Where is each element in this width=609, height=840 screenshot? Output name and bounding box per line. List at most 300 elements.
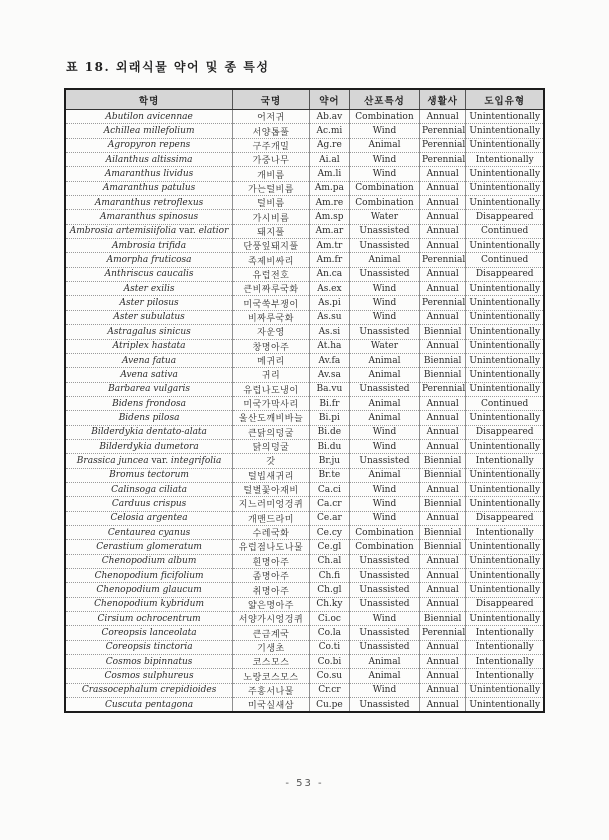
- table-row: [65, 454, 544, 468]
- table-row: [65, 640, 544, 654]
- cell-korean-name: 유럽전호: [233, 267, 310, 281]
- table-row: [65, 153, 544, 167]
- cell-intro-type: Unintentionally: [466, 612, 544, 626]
- cell-korean-name: 노랑코스모스: [233, 669, 310, 683]
- cell-dispersal: Wind: [350, 612, 420, 626]
- cell-life-history: Annual: [419, 239, 465, 253]
- cell-life-history: Annual: [419, 196, 465, 210]
- table-row: [65, 267, 544, 281]
- cell-scientific-name: Calinsoga ciliata: [65, 482, 233, 496]
- cell-korean-name: 닭의덩굴: [233, 439, 310, 453]
- cell-scientific-name: Amorpha fruticosa: [65, 253, 233, 267]
- cell-abbreviation: Bi.du: [309, 439, 349, 453]
- cell-intro-type: Unintentionally: [466, 497, 544, 511]
- cell-scientific-name: Centaurea cyanus: [65, 525, 233, 539]
- table-row: [65, 698, 544, 713]
- cell-dispersal: Combination: [350, 525, 420, 539]
- cell-life-history: Annual: [419, 110, 465, 124]
- table-row: [65, 296, 544, 310]
- cell-dispersal: Animal: [350, 468, 420, 482]
- cell-life-history: Perennial: [419, 253, 465, 267]
- cell-abbreviation: Co.ti: [309, 640, 349, 654]
- cell-korean-name: 지느러미엉겅퀴: [233, 497, 310, 511]
- cell-intro-type: Unintentionally: [466, 110, 544, 124]
- cell-dispersal: Wind: [350, 282, 420, 296]
- cell-abbreviation: At.ha: [309, 339, 349, 353]
- cell-intro-type: Unintentionally: [466, 468, 544, 482]
- cell-dispersal: Wind: [350, 167, 420, 181]
- cell-life-history: Annual: [419, 310, 465, 324]
- cell-korean-name: 코스모스: [233, 655, 310, 669]
- cell-abbreviation: As.pi: [309, 296, 349, 310]
- cell-life-history: Biennial: [419, 540, 465, 554]
- table-row: [65, 339, 544, 353]
- table-row: [65, 382, 544, 396]
- cell-life-history: Annual: [419, 583, 465, 597]
- cell-scientific-name: Avena sativa: [65, 368, 233, 382]
- cell-scientific-name: Cosmos sulphureus: [65, 669, 233, 683]
- table-row: [65, 325, 544, 339]
- cell-scientific-name: Cuscuta pentagona: [65, 698, 233, 713]
- cell-scientific-name: Coreopsis tinctoria: [65, 640, 233, 654]
- cell-scientific-name: Bilderdykia dentato-alata: [65, 425, 233, 439]
- species-table-container: [64, 88, 545, 713]
- cell-scientific-name: Amaranthus spinosus: [65, 210, 233, 224]
- cell-dispersal: Water: [350, 210, 420, 224]
- cell-dispersal: Unassisted: [350, 626, 420, 640]
- cell-abbreviation: Am.li: [309, 167, 349, 181]
- cell-abbreviation: As.su: [309, 310, 349, 324]
- cell-scientific-name: Celosia argentea: [65, 511, 233, 525]
- table-row: [65, 569, 544, 583]
- table-row: [65, 540, 544, 554]
- cell-scientific-name: Amaranthus lividus: [65, 167, 233, 181]
- cell-scientific-name: Brassica juncea var. integrifolia: [65, 454, 233, 468]
- cell-intro-type: Unintentionally: [466, 554, 544, 568]
- cell-life-history: Biennial: [419, 497, 465, 511]
- cell-life-history: Biennial: [419, 454, 465, 468]
- cell-korean-name: 갓: [233, 454, 310, 468]
- cell-abbreviation: Br.te: [309, 468, 349, 482]
- cell-life-history: Biennial: [419, 612, 465, 626]
- table-row: [65, 511, 544, 525]
- cell-abbreviation: Ac.mi: [309, 124, 349, 138]
- column-header-life-history: 생활사: [419, 89, 465, 110]
- cell-scientific-name: Amaranthus patulus: [65, 181, 233, 195]
- table-row: [65, 124, 544, 138]
- cell-scientific-name: Agropyron repens: [65, 138, 233, 152]
- cell-dispersal: Wind: [350, 497, 420, 511]
- cell-abbreviation: An.ca: [309, 267, 349, 281]
- cell-korean-name: 큰닭의덩굴: [233, 425, 310, 439]
- table-row: [65, 239, 544, 253]
- cell-scientific-name: Astragalus sinicus: [65, 325, 233, 339]
- cell-abbreviation: Am.pa: [309, 181, 349, 195]
- cell-intro-type: Intentionally: [466, 669, 544, 683]
- cell-korean-name: 유럽점나도나물: [233, 540, 310, 554]
- table-row: [65, 353, 544, 367]
- cell-dispersal: Animal: [350, 396, 420, 410]
- table-row: [65, 425, 544, 439]
- table-row: [65, 612, 544, 626]
- cell-korean-name: 유럽나도냉이: [233, 382, 310, 396]
- cell-dispersal: Wind: [350, 439, 420, 453]
- cell-intro-type: Intentionally: [466, 655, 544, 669]
- cell-intro-type: Unintentionally: [466, 138, 544, 152]
- cell-intro-type: Disappeared: [466, 425, 544, 439]
- cell-life-history: Biennial: [419, 368, 465, 382]
- cell-korean-name: 귀리: [233, 368, 310, 382]
- table-row: [65, 497, 544, 511]
- cell-scientific-name: Aster subulatus: [65, 310, 233, 324]
- cell-intro-type: Unintentionally: [466, 124, 544, 138]
- cell-scientific-name: Anthriscus caucalis: [65, 267, 233, 281]
- cell-korean-name: 미국가막사리: [233, 396, 310, 410]
- cell-abbreviation: Av.sa: [309, 368, 349, 382]
- table-row: [65, 282, 544, 296]
- cell-korean-name: 단풍잎돼지풀: [233, 239, 310, 253]
- cell-korean-name: 창명아주: [233, 339, 310, 353]
- cell-abbreviation: Ce.cy: [309, 525, 349, 539]
- cell-intro-type: Continued: [466, 396, 544, 410]
- cell-life-history: Annual: [419, 669, 465, 683]
- cell-korean-name: 가는털비름: [233, 181, 310, 195]
- table-row: [65, 411, 544, 425]
- cell-korean-name: 족제비싸리: [233, 253, 310, 267]
- cell-korean-name: 개비름: [233, 167, 310, 181]
- column-header-abbreviation: 약어: [309, 89, 349, 110]
- table-row: [65, 224, 544, 238]
- table-row: [65, 167, 544, 181]
- cell-korean-name: 큰금계국: [233, 626, 310, 640]
- cell-dispersal: Wind: [350, 511, 420, 525]
- table-header: [65, 89, 544, 110]
- cell-dispersal: Combination: [350, 110, 420, 124]
- cell-korean-name: 기생초: [233, 640, 310, 654]
- cell-abbreviation: Am.sp: [309, 210, 349, 224]
- cell-intro-type: Unintentionally: [466, 196, 544, 210]
- cell-dispersal: Combination: [350, 196, 420, 210]
- cell-intro-type: Unintentionally: [466, 482, 544, 496]
- cell-life-history: Annual: [419, 569, 465, 583]
- cell-korean-name: 미국실새삼: [233, 698, 310, 713]
- cell-korean-name: 흰명아주: [233, 554, 310, 568]
- cell-life-history: Annual: [419, 439, 465, 453]
- cell-abbreviation: As.ex: [309, 282, 349, 296]
- column-header-intro-type: 도입유형: [466, 89, 544, 110]
- header-row: [65, 89, 544, 110]
- cell-life-history: Biennial: [419, 468, 465, 482]
- table-row: [65, 626, 544, 640]
- cell-intro-type: Unintentionally: [466, 439, 544, 453]
- cell-dispersal: Animal: [350, 368, 420, 382]
- cell-intro-type: Disappeared: [466, 210, 544, 224]
- cell-scientific-name: Barbarea vulgaris: [65, 382, 233, 396]
- cell-abbreviation: Ci.oc: [309, 612, 349, 626]
- cell-korean-name: 비짜루국화: [233, 310, 310, 324]
- cell-intro-type: Unintentionally: [466, 282, 544, 296]
- cell-abbreviation: Ca.cr: [309, 497, 349, 511]
- cell-life-history: Annual: [419, 683, 465, 697]
- cell-abbreviation: Ch.fi: [309, 569, 349, 583]
- cell-scientific-name: Bidens frondosa: [65, 396, 233, 410]
- cell-life-history: Annual: [419, 698, 465, 713]
- cell-dispersal: Unassisted: [350, 325, 420, 339]
- cell-life-history: Biennial: [419, 353, 465, 367]
- cell-korean-name: 구주개밀: [233, 138, 310, 152]
- cell-intro-type: Intentionally: [466, 525, 544, 539]
- cell-scientific-name: Ailanthus altissima: [65, 153, 233, 167]
- cell-scientific-name: Ambrosia artemisiifolia var. elatior: [65, 224, 233, 238]
- cell-korean-name: 털빕새귀리: [233, 468, 310, 482]
- cell-abbreviation: Ag.re: [309, 138, 349, 152]
- cell-intro-type: Unintentionally: [466, 698, 544, 713]
- cell-scientific-name: Cosmos bipinnatus: [65, 655, 233, 669]
- cell-korean-name: 좀명아주: [233, 569, 310, 583]
- cell-intro-type: Unintentionally: [466, 181, 544, 195]
- cell-korean-name: 털별꽃아재비: [233, 482, 310, 496]
- cell-abbreviation: Co.su: [309, 669, 349, 683]
- cell-life-history: Annual: [419, 655, 465, 669]
- cell-korean-name: 자운영: [233, 325, 310, 339]
- cell-abbreviation: Am.ar: [309, 224, 349, 238]
- cell-korean-name: 얇은명아주: [233, 597, 310, 611]
- cell-life-history: Annual: [419, 167, 465, 181]
- cell-scientific-name: Chenopodium kybridum: [65, 597, 233, 611]
- table-row: [65, 368, 544, 382]
- cell-life-history: Perennial: [419, 153, 465, 167]
- cell-dispersal: Unassisted: [350, 267, 420, 281]
- table-row: [65, 110, 544, 124]
- cell-intro-type: Continued: [466, 253, 544, 267]
- cell-abbreviation: Am.re: [309, 196, 349, 210]
- cell-abbreviation: Bi.fr: [309, 396, 349, 410]
- table-row: [65, 683, 544, 697]
- cell-abbreviation: Ch.gl: [309, 583, 349, 597]
- cell-life-history: Annual: [419, 554, 465, 568]
- cell-life-history: Annual: [419, 396, 465, 410]
- cell-life-history: Annual: [419, 224, 465, 238]
- cell-dispersal: Combination: [350, 181, 420, 195]
- cell-korean-name: 돼지풀: [233, 224, 310, 238]
- cell-life-history: Annual: [419, 210, 465, 224]
- cell-intro-type: Unintentionally: [466, 310, 544, 324]
- cell-life-history: Annual: [419, 339, 465, 353]
- cell-korean-name: 서양가시엉겅퀴: [233, 612, 310, 626]
- cell-dispersal: Wind: [350, 296, 420, 310]
- cell-intro-type: Unintentionally: [466, 325, 544, 339]
- cell-intro-type: Unintentionally: [466, 353, 544, 367]
- page-number: - 53 -: [285, 778, 324, 789]
- cell-dispersal: Unassisted: [350, 239, 420, 253]
- cell-scientific-name: Avena fatua: [65, 353, 233, 367]
- cell-abbreviation: Ce.ar: [309, 511, 349, 525]
- cell-dispersal: Unassisted: [350, 554, 420, 568]
- cell-life-history: Perennial: [419, 382, 465, 396]
- column-header-scientific-name: 학명: [65, 89, 233, 110]
- column-header-dispersal: 산포특성: [350, 89, 420, 110]
- cell-life-history: Annual: [419, 597, 465, 611]
- cell-dispersal: Wind: [350, 310, 420, 324]
- cell-dispersal: Wind: [350, 425, 420, 439]
- cell-scientific-name: Bidens pilosa: [65, 411, 233, 425]
- cell-korean-name: 수레국화: [233, 525, 310, 539]
- cell-korean-name: 미국쑥부쟁이: [233, 296, 310, 310]
- cell-intro-type: Unintentionally: [466, 368, 544, 382]
- cell-life-history: Perennial: [419, 138, 465, 152]
- cell-dispersal: Combination: [350, 540, 420, 554]
- cell-intro-type: Unintentionally: [466, 411, 544, 425]
- table-row: [65, 253, 544, 267]
- table-row: [65, 196, 544, 210]
- cell-scientific-name: Aster exilis: [65, 282, 233, 296]
- cell-intro-type: Unintentionally: [466, 569, 544, 583]
- cell-dispersal: Wind: [350, 124, 420, 138]
- table-row: [65, 310, 544, 324]
- cell-dispersal: Unassisted: [350, 640, 420, 654]
- cell-korean-name: 가시비름: [233, 210, 310, 224]
- cell-dispersal: Animal: [350, 353, 420, 367]
- cell-intro-type: Unintentionally: [466, 339, 544, 353]
- cell-dispersal: Animal: [350, 655, 420, 669]
- cell-scientific-name: Chenopodium glaucum: [65, 583, 233, 597]
- cell-life-history: Annual: [419, 482, 465, 496]
- cell-korean-name: 개맨드라미: [233, 511, 310, 525]
- cell-dispersal: Wind: [350, 153, 420, 167]
- cell-intro-type: Disappeared: [466, 511, 544, 525]
- cell-abbreviation: Br.ju: [309, 454, 349, 468]
- cell-scientific-name: Achillea millefolium: [65, 124, 233, 138]
- cell-scientific-name: Coreopsis lanceolata: [65, 626, 233, 640]
- cell-intro-type: Unintentionally: [466, 239, 544, 253]
- cell-abbreviation: Ba.vu: [309, 382, 349, 396]
- cell-life-history: Biennial: [419, 525, 465, 539]
- cell-intro-type: Intentionally: [466, 454, 544, 468]
- cell-intro-type: Disappeared: [466, 597, 544, 611]
- cell-abbreviation: Ab.av: [309, 110, 349, 124]
- cell-life-history: Annual: [419, 425, 465, 439]
- cell-dispersal: Animal: [350, 138, 420, 152]
- cell-abbreviation: Ce.gl: [309, 540, 349, 554]
- cell-scientific-name: Crassocephalum crepidioides: [65, 683, 233, 697]
- cell-scientific-name: Ambrosia trifida: [65, 239, 233, 253]
- table-row: [65, 525, 544, 539]
- cell-intro-type: Intentionally: [466, 153, 544, 167]
- table-body: [65, 110, 544, 713]
- cell-abbreviation: Bi.de: [309, 425, 349, 439]
- table-row: [65, 583, 544, 597]
- cell-scientific-name: Cirsium ochrocentrum: [65, 612, 233, 626]
- column-header-korean-name: 국명: [233, 89, 310, 110]
- cell-korean-name: 털비름: [233, 196, 310, 210]
- cell-abbreviation: Ai.al: [309, 153, 349, 167]
- cell-abbreviation: As.si: [309, 325, 349, 339]
- cell-abbreviation: Ca.ci: [309, 482, 349, 496]
- cell-intro-type: Unintentionally: [466, 683, 544, 697]
- cell-abbreviation: Am.tr: [309, 239, 349, 253]
- cell-korean-name: 주홍서나물: [233, 683, 310, 697]
- table-row: [65, 181, 544, 195]
- table-row: [65, 554, 544, 568]
- cell-life-history: Perennial: [419, 124, 465, 138]
- cell-intro-type: Unintentionally: [466, 296, 544, 310]
- cell-life-history: Annual: [419, 511, 465, 525]
- cell-dispersal: Animal: [350, 253, 420, 267]
- cell-korean-name: 어저귀: [233, 110, 310, 124]
- table-row: [65, 482, 544, 496]
- table-row: [65, 138, 544, 152]
- table-row: [65, 439, 544, 453]
- cell-dispersal: Unassisted: [350, 382, 420, 396]
- cell-dispersal: Unassisted: [350, 224, 420, 238]
- cell-intro-type: Unintentionally: [466, 583, 544, 597]
- cell-intro-type: Continued: [466, 224, 544, 238]
- cell-life-history: Perennial: [419, 296, 465, 310]
- cell-intro-type: Disappeared: [466, 267, 544, 281]
- cell-life-history: Perennial: [419, 626, 465, 640]
- cell-korean-name: 울산도깨비바늘: [233, 411, 310, 425]
- cell-dispersal: Unassisted: [350, 569, 420, 583]
- cell-dispersal: Animal: [350, 411, 420, 425]
- cell-life-history: Annual: [419, 181, 465, 195]
- cell-dispersal: Unassisted: [350, 583, 420, 597]
- table-row: [65, 210, 544, 224]
- table-row: [65, 597, 544, 611]
- cell-life-history: Biennial: [419, 325, 465, 339]
- cell-dispersal: Wind: [350, 482, 420, 496]
- cell-scientific-name: Cerastium glomeratum: [65, 540, 233, 554]
- cell-dispersal: Wind: [350, 683, 420, 697]
- cell-abbreviation: Cu.pe: [309, 698, 349, 713]
- cell-scientific-name: Aster pilosus: [65, 296, 233, 310]
- cell-abbreviation: Am.fr: [309, 253, 349, 267]
- table-row: [65, 468, 544, 482]
- cell-scientific-name: Amaranthus retroflexus: [65, 196, 233, 210]
- cell-scientific-name: Abutilon avicennae: [105, 111, 193, 122]
- cell-abbreviation: Co.bi: [309, 655, 349, 669]
- cell-scientific-name: Chenopodium album: [65, 554, 233, 568]
- cell-korean-name: 가중나무: [233, 153, 310, 167]
- cell-intro-type: Intentionally: [466, 626, 544, 640]
- cell-korean-name: 취명아주: [233, 583, 310, 597]
- cell-abbreviation: Bi.pi: [309, 411, 349, 425]
- cell-dispersal: Animal: [350, 669, 420, 683]
- table-caption: 표 18. 외래식물 약어 및 종 특성: [66, 60, 270, 74]
- cell-scientific-name: Bromus tectorum: [65, 468, 233, 482]
- table-row: [65, 655, 544, 669]
- cell-intro-type: Unintentionally: [466, 540, 544, 554]
- table-row: [65, 396, 544, 410]
- cell-dispersal: Unassisted: [350, 454, 420, 468]
- cell-dispersal: Water: [350, 339, 420, 353]
- cell-dispersal: Unassisted: [350, 698, 420, 713]
- cell-life-history: Annual: [419, 282, 465, 296]
- cell-intro-type: Unintentionally: [466, 167, 544, 181]
- cell-life-history: Annual: [419, 411, 465, 425]
- cell-abbreviation: Cr.cr: [309, 683, 349, 697]
- cell-intro-type: Unintentionally: [466, 382, 544, 396]
- cell-abbreviation: Ch.ky: [309, 597, 349, 611]
- species-table: [64, 88, 545, 713]
- cell-scientific-name: Carduus crispus: [65, 497, 233, 511]
- cell-korean-name: 서양톱풀: [233, 124, 310, 138]
- cell-korean-name: 큰비짜루국화: [233, 282, 310, 296]
- cell-scientific-name: Chenopodium ficifolium: [65, 569, 233, 583]
- cell-abbreviation: Co.la: [309, 626, 349, 640]
- cell-dispersal: Unassisted: [350, 597, 420, 611]
- cell-scientific-name: Atriplex hastata: [65, 339, 233, 353]
- cell-abbreviation: Av.fa: [309, 353, 349, 367]
